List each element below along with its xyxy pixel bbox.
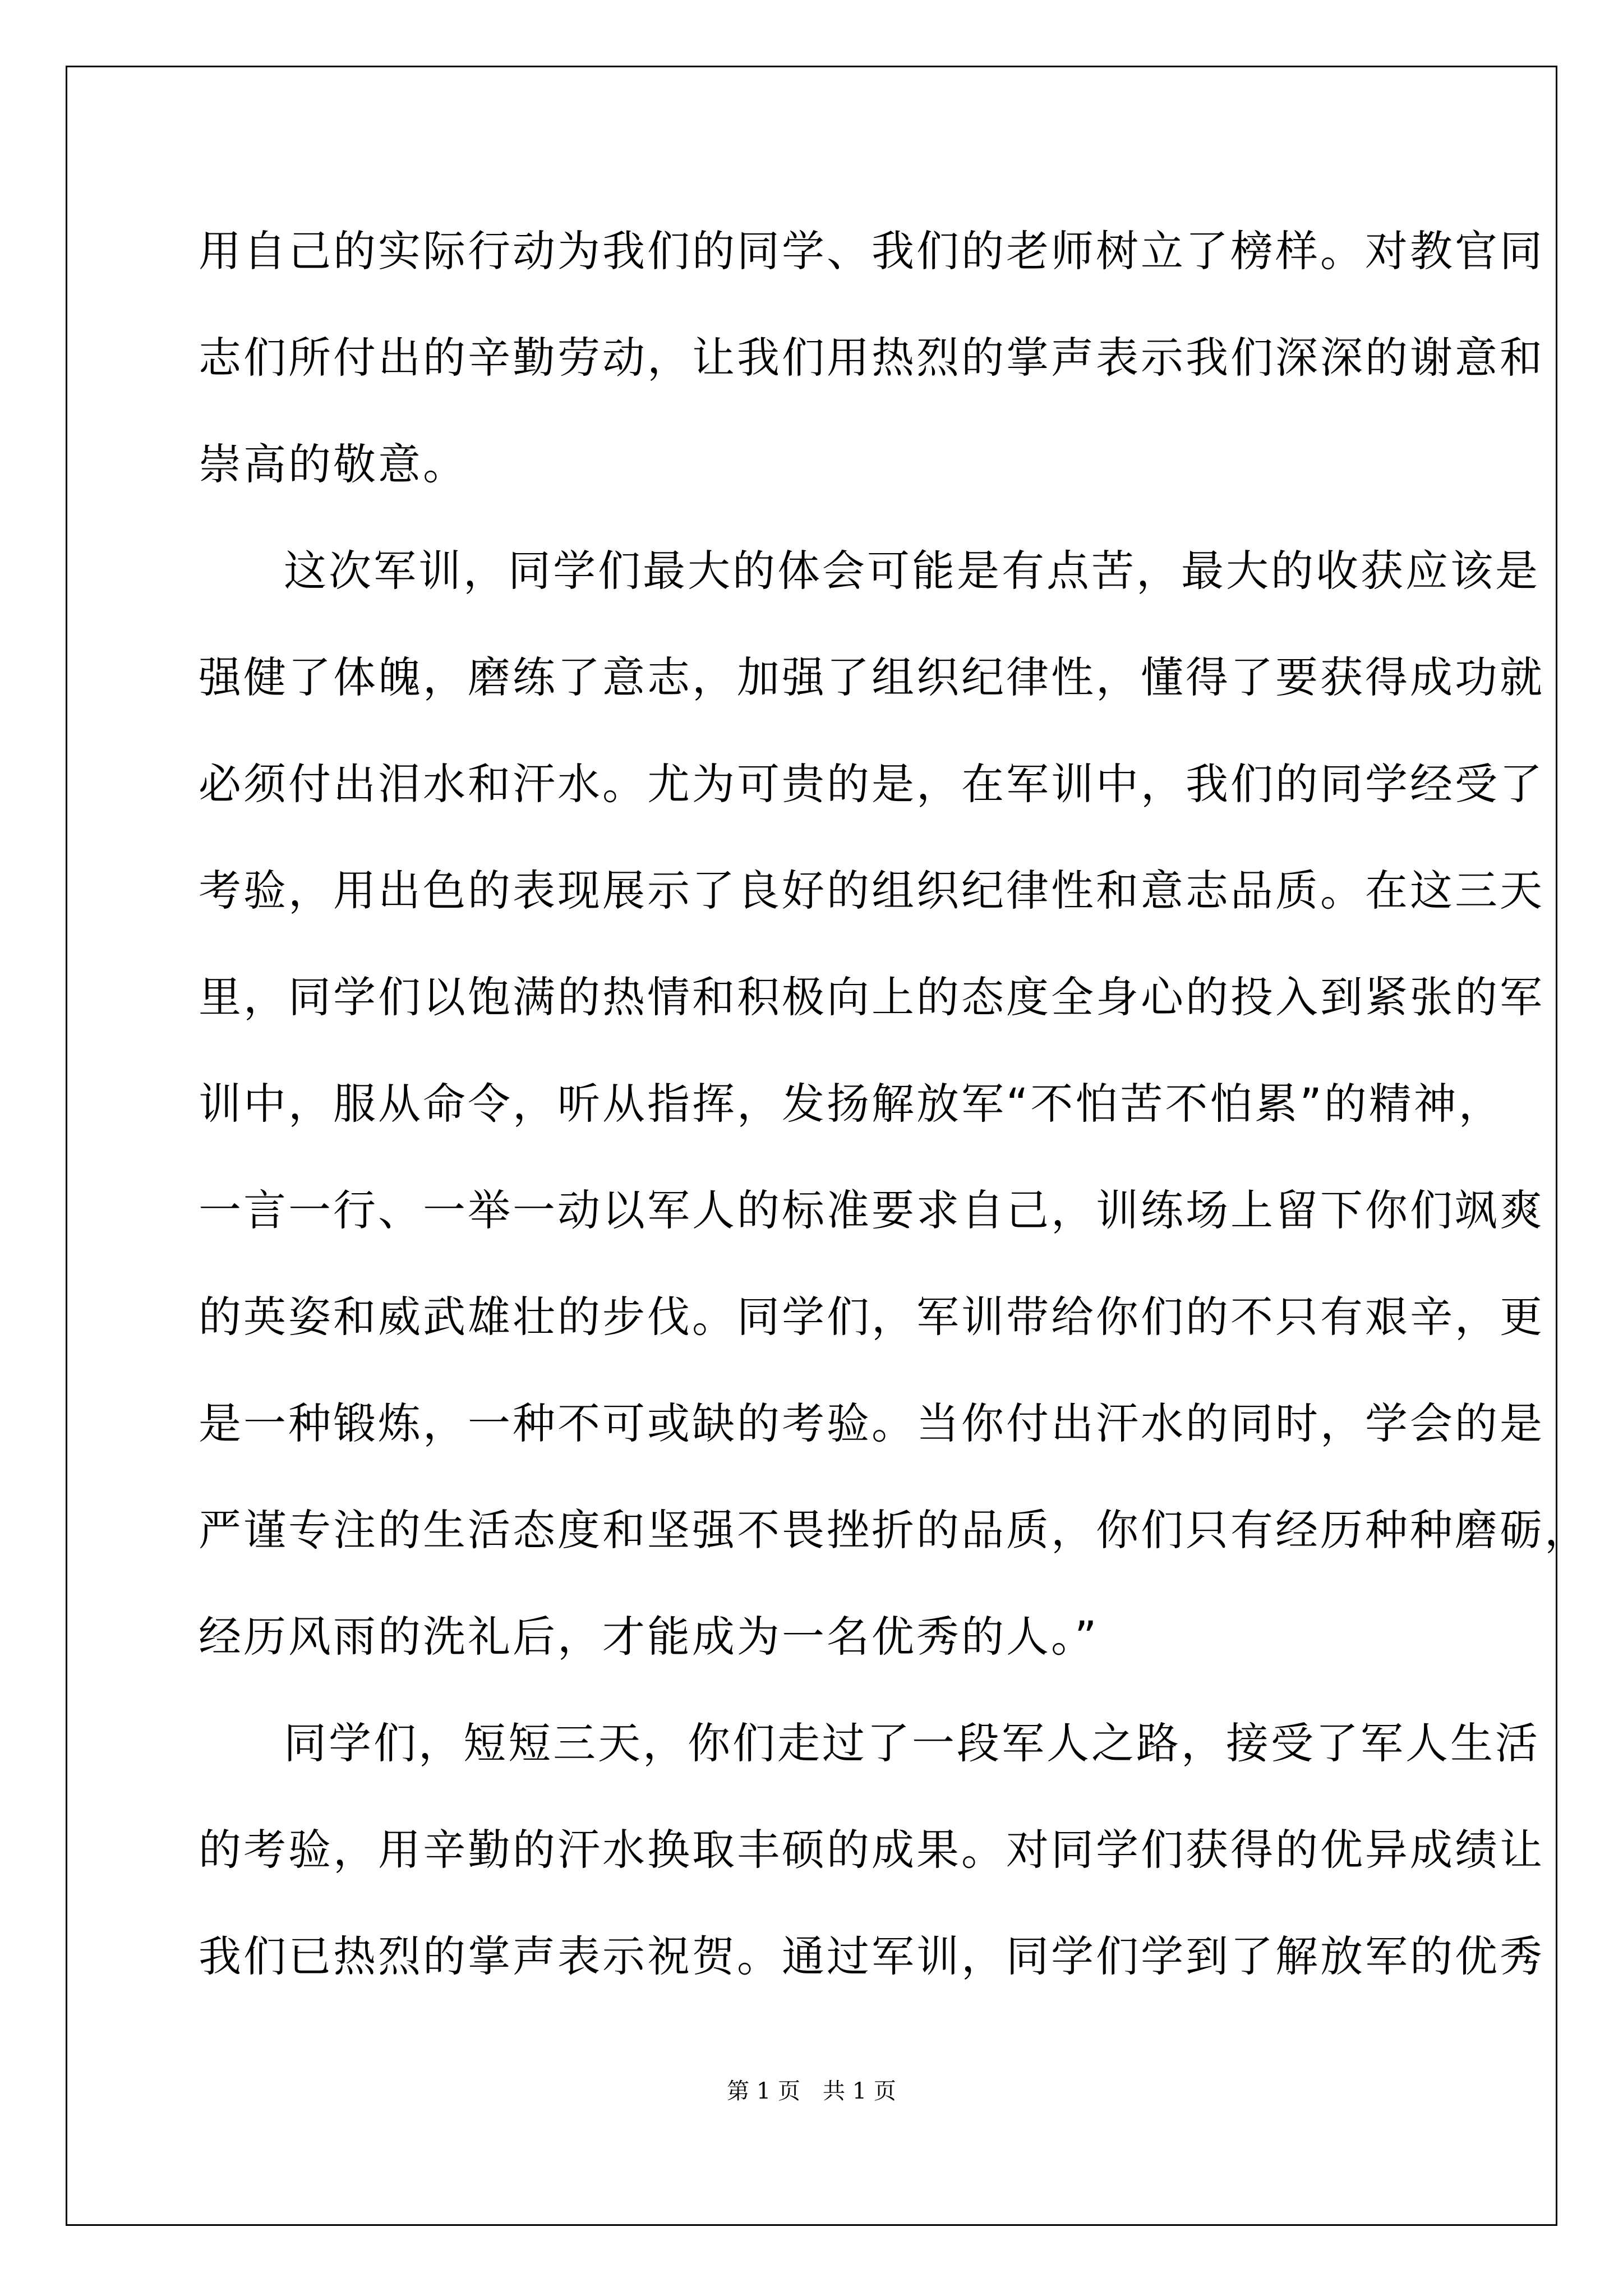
text-line-6: 必须付出泪水和汗水。尤为可贵的是，在军训中，我们的同学经受了 xyxy=(199,759,1544,809)
text-line-15: 同学们，短短三天，你们走过了一段军人之路，接受了军人生活 xyxy=(284,1718,1540,1768)
text-line-2: 志们所付出的辛勤劳动，让我们用热烈的掌声表示我们深深的谢意和 xyxy=(199,333,1544,383)
text-line-13: 严谨专注的生活态度和坚强不畏挫折的品质，你们只有经历种种磨砺， xyxy=(199,1505,1589,1555)
text-line-14: 经历风雨的洗礼后，才能成为一名优秀的人。” xyxy=(199,1612,1099,1662)
text-line-11: 的英姿和威武雄壮的步伐。同学们，军训带给你们的不只有艰辛，更 xyxy=(199,1292,1544,1342)
text-line-17: 我们已热烈的掌声表示祝贺。通过军训，同学们学到了解放军的优秀 xyxy=(199,1931,1544,1981)
text-line-5: 强健了体魄，磨练了意志，加强了组织纪律性，懂得了要获得成功就 xyxy=(199,652,1544,702)
text-line-4: 这次军训，同学们最大的体会可能是有点苦，最大的收获应该是 xyxy=(284,546,1540,596)
text-line-7: 考验，用出色的表现展示了良好的组织纪律性和意志品质。在这三天 xyxy=(199,866,1544,915)
page-border xyxy=(66,66,1557,2226)
text-line-3: 崇高的敬意。 xyxy=(199,439,468,489)
text-line-10: 一言一行、一举一动以军人的标准要求自己，训练场上留下你们飒爽 xyxy=(199,1185,1544,1235)
page-footer: 第 1 页 共 1 页 xyxy=(727,2078,896,2104)
text-line-16: 的考验，用辛勤的汗水换取丰硕的成果。对同学们获得的优异成绩让 xyxy=(199,1825,1544,1875)
text-line-12: 是一种锻炼，一种不可或缺的考验。当你付出汗水的同时，学会的是 xyxy=(199,1398,1544,1448)
text-line-8: 里，同学们以饱满的热情和积极向上的态度全身心的投入到紧张的军 xyxy=(199,972,1544,1022)
text-line-9: 训中，服从命令，听从指挥，发扬解放军“不怕苦不怕累”的精神， xyxy=(199,1079,1504,1129)
text-line-1: 用自己的实际行动为我们的同学、我们的老师树立了榜样。对教官同 xyxy=(199,226,1544,276)
